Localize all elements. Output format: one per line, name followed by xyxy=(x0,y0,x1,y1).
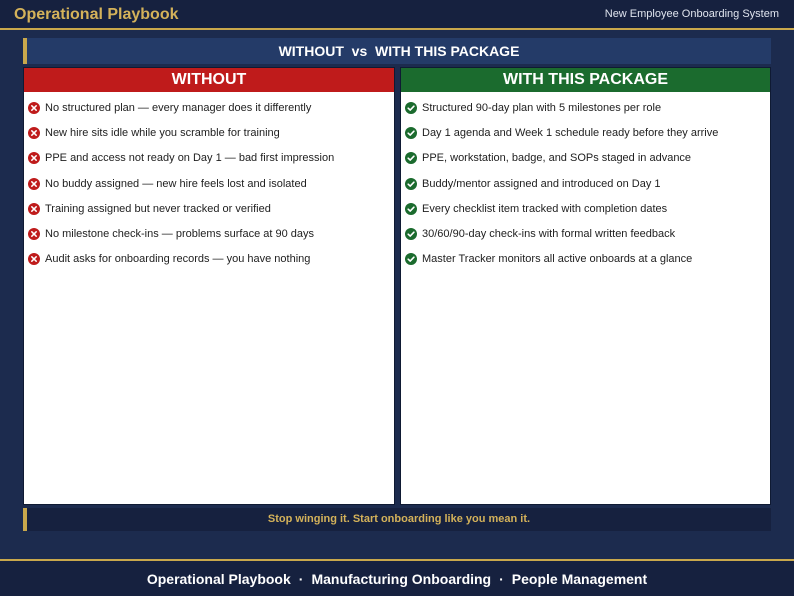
footer-separator: · xyxy=(499,570,504,587)
without-item-text: No milestone check-ins — problems surface at 90 days xyxy=(45,228,315,241)
with-package-panel xyxy=(400,67,771,505)
without-item-text: No structured plan — every manager does it differently xyxy=(45,101,312,114)
with-package-item xyxy=(405,120,770,145)
check-circle-icon xyxy=(405,253,417,265)
with-package-item-text: PPE, workstation, badge, and SOPs staged in advance xyxy=(422,152,692,165)
without-item xyxy=(28,221,394,246)
without-item xyxy=(28,146,394,171)
comparison-banner: WITHOUT vs WITH THIS PACKAGE xyxy=(23,38,771,64)
without-item xyxy=(28,171,394,196)
callout-banner: Stop winging it. Start onboarding like you mean it. xyxy=(23,508,771,531)
with-package-item xyxy=(405,171,770,196)
x-circle-icon xyxy=(28,178,40,190)
footer-part: Operational Playbook xyxy=(146,570,291,587)
without-panel xyxy=(23,67,395,505)
without-item-text: Audit asks for onboarding records — you have nothing xyxy=(45,253,311,266)
x-circle-icon xyxy=(28,253,40,265)
x-circle-icon xyxy=(28,152,40,164)
with-package-item-text: Day 1 agenda and Week 1 schedule ready before they arrive xyxy=(422,126,719,139)
system-name: New Employee Onboarding System xyxy=(604,8,779,20)
with-package-item xyxy=(405,146,770,171)
without-item-text: PPE and access not ready on Day 1 — bad first impression xyxy=(45,152,335,165)
with-package-item-text: Buddy/mentor assigned and introduced on Day 1 xyxy=(422,177,661,190)
check-circle-icon xyxy=(405,152,417,164)
brand-title: Operational Playbook xyxy=(14,6,179,23)
check-circle-icon xyxy=(405,228,417,240)
without-item xyxy=(28,120,394,145)
with-package-item-text: Every checklist item tracked with completion dates xyxy=(422,202,668,215)
x-circle-icon xyxy=(28,228,40,240)
bottom-bar xyxy=(0,559,794,596)
footer-part: Manufacturing Onboarding xyxy=(311,570,492,587)
without-item xyxy=(28,247,394,272)
x-circle-icon xyxy=(28,203,40,215)
with-package-item-text: 30/60/90-day check-ins with formal written feedback xyxy=(422,228,676,241)
without-panel-title: WITHOUT xyxy=(24,68,394,92)
check-circle-icon xyxy=(405,102,417,114)
without-list xyxy=(24,92,394,272)
without-item xyxy=(28,196,394,221)
with-package-item xyxy=(405,95,770,120)
with-package-item-text: Master Tracker monitors all active onboards at a glance xyxy=(422,253,693,266)
with-package-item xyxy=(405,196,770,221)
with-package-panel-title: WITH THIS PACKAGE xyxy=(401,68,770,92)
x-circle-icon xyxy=(28,102,40,114)
check-circle-icon xyxy=(405,127,417,139)
top-bar xyxy=(0,0,794,30)
without-item-text: New hire sits idle while you scramble for training xyxy=(45,126,280,139)
footer-separator: · xyxy=(298,570,304,587)
x-circle-icon xyxy=(28,127,40,139)
check-circle-icon xyxy=(405,178,417,190)
footer-part: People Management xyxy=(511,570,648,587)
with-package-item xyxy=(405,247,770,272)
with-package-list xyxy=(401,92,770,272)
without-item-text: Training assigned but never tracked or verified xyxy=(45,202,271,215)
without-item-text: No buddy assigned — new hire feels lost and isolated xyxy=(45,177,307,190)
check-circle-icon xyxy=(405,203,417,215)
with-package-item xyxy=(405,221,770,246)
with-package-item-text: Structured 90-day plan with 5 milestones per role xyxy=(422,101,662,114)
without-item xyxy=(28,95,394,120)
